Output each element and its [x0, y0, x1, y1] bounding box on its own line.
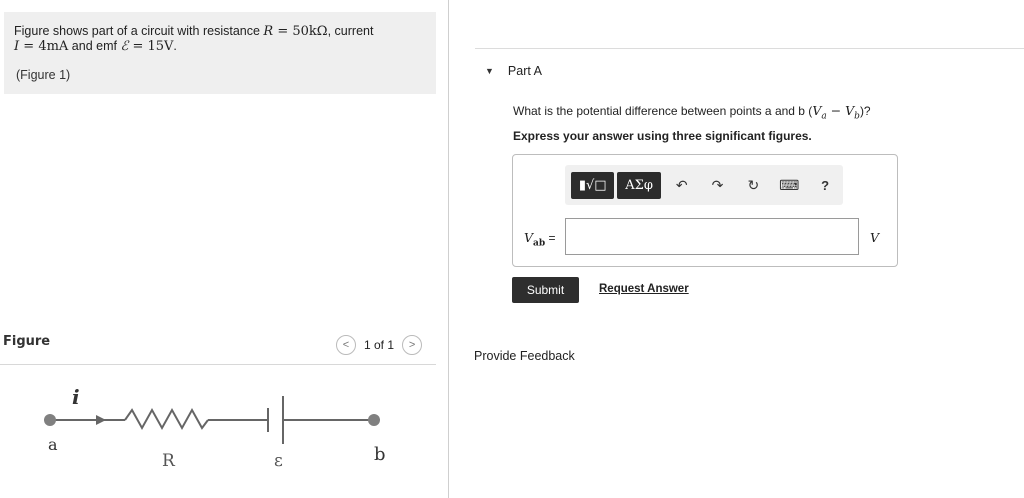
emf-word: and emf	[68, 39, 117, 53]
var-eq: =	[545, 231, 556, 245]
node-a-label: a	[48, 435, 58, 454]
math-toolbar	[565, 165, 843, 205]
submit-button[interactable]: Submit	[512, 277, 579, 303]
part-a-separator	[475, 48, 1024, 49]
figure-pager	[336, 334, 422, 356]
request-answer-link[interactable]: Request Answer	[599, 283, 689, 295]
unit-label: V	[870, 230, 880, 245]
resistor-label: R	[162, 451, 175, 471]
question-post: )?	[859, 104, 871, 118]
emf-value: 15V	[147, 39, 174, 54]
figure-divider	[0, 364, 436, 365]
vb-subscript: b	[854, 111, 860, 122]
right-panel	[449, 0, 1024, 498]
current-label: i	[72, 385, 80, 409]
va-subscript: a	[821, 111, 827, 122]
problem-intro: Figure shows part of a circuit with resistance	[14, 24, 260, 38]
answer-variable-label	[524, 230, 556, 248]
va-symbol: V	[812, 103, 822, 118]
redo-icon[interactable]: ↷	[711, 176, 724, 193]
provide-feedback-link[interactable]: Provide Feedback	[474, 349, 575, 363]
r-symbol: R	[263, 24, 274, 39]
eq-sign: =	[273, 24, 293, 39]
circuit-diagram	[0, 370, 436, 490]
minus-sign: −	[826, 103, 846, 118]
templates-button[interactable]: ▮√□	[571, 172, 614, 199]
problem-text	[14, 24, 426, 54]
instruction-text: Express your answer using three significant figures.	[513, 129, 812, 143]
greek-symbols-button[interactable]: ΑΣφ	[617, 172, 660, 199]
eq-sign: =	[19, 39, 39, 54]
reset-icon[interactable]: ↻	[747, 176, 760, 193]
period: .	[173, 39, 177, 53]
question-pre: What is the potential difference between points a and b (	[513, 104, 813, 118]
undo-icon[interactable]: ↶	[675, 176, 688, 193]
answer-box	[512, 154, 898, 267]
var-symbol: V	[524, 230, 534, 245]
i-symbol: I	[14, 39, 20, 54]
resistor	[125, 410, 208, 428]
part-a-header[interactable]	[485, 64, 542, 78]
question-text	[513, 103, 871, 121]
figure-title: Figure	[3, 334, 51, 349]
answer-input[interactable]	[565, 218, 859, 255]
pager-text: 1 of 1	[364, 338, 395, 352]
node-a-terminal	[44, 414, 56, 426]
emf-label: ε	[274, 451, 283, 471]
i-value: 4mA	[38, 39, 69, 54]
prev-figure-button[interactable]: <	[336, 335, 356, 355]
eq-sign: =	[128, 39, 148, 54]
figure-1-link[interactable]: (Figure 1)	[16, 68, 71, 82]
node-b-label: b	[374, 444, 386, 465]
help-button[interactable]: ?	[821, 177, 830, 193]
next-figure-button[interactable]: >	[402, 335, 422, 355]
left-panel	[0, 0, 448, 498]
vb-symbol: V	[845, 103, 855, 118]
current-word: , current	[327, 24, 374, 38]
keyboard-icon[interactable]: ⌨	[779, 176, 800, 193]
r-value: 50kΩ	[292, 24, 328, 39]
node-b-terminal	[368, 414, 380, 426]
collapse-caret-icon: ▼	[485, 66, 494, 76]
emf-symbol: ℰ	[120, 39, 129, 54]
var-subscript: ab	[533, 238, 546, 249]
part-a-title: Part A	[507, 64, 542, 78]
current-arrow-icon	[96, 415, 106, 425]
